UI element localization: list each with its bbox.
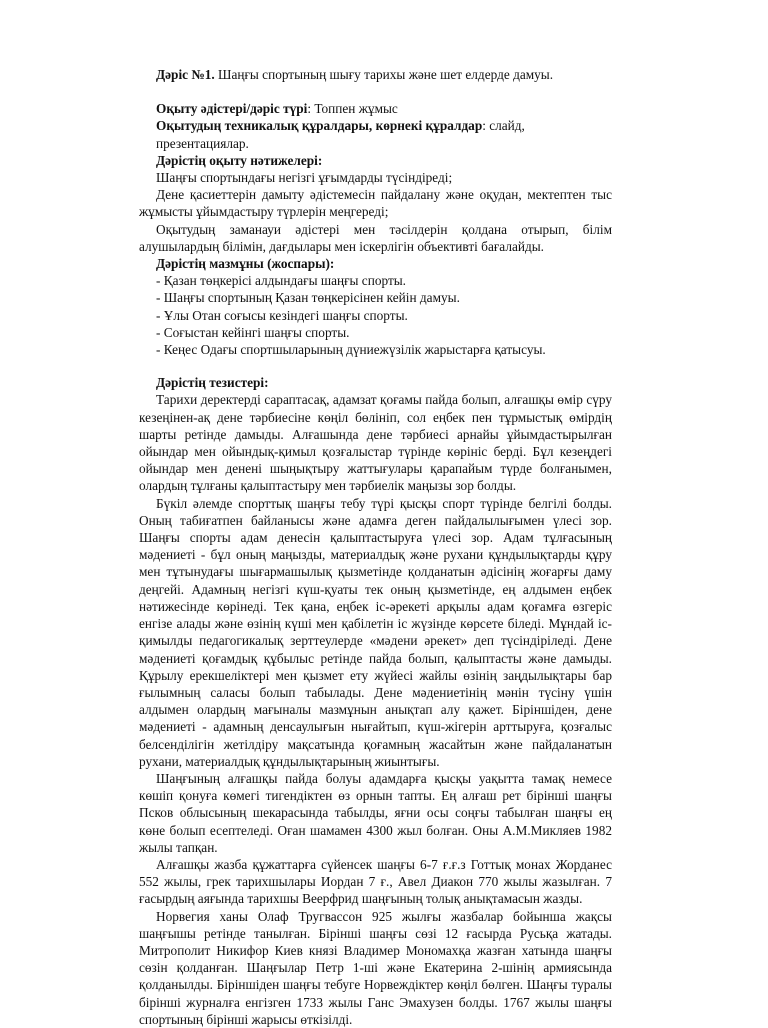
teaching-tools bbox=[156, 117, 612, 151]
content-item: - Қазан төңкерісі алдындағы шаңғы спорты. bbox=[156, 273, 407, 289]
teaching-method-label: Оқыту әдістері/дәріс түрі bbox=[156, 101, 308, 117]
thesis-paragraph: Тарихи деректерді сараптасақ, адамзат қоғамы пайда болып, алғашқы өмір сүру кезеңінен-ақ дене тәрбиесіне көңіл бөлініп, сол еңбек пен тұрмыстық өмірдің шарты ретінде дамыды. Алғашында дене тәрбиесі арнайы ұйымдастырылған ойындар мен ойындық-қимыл қозғалыстар түрінде көрініс берді. Бұл кезеңдегі ойындар мен денені шыңықтыру жаттығулары қарапайым түрде болғанымен, олардың тұлғаны қалыптастыру мен тәрбиелік маңызы зор болды. bbox=[139, 392, 612, 494]
lecture-title bbox=[156, 66, 612, 83]
content-heading: Дәрістің мазмұны (жоспары): bbox=[156, 256, 335, 272]
outcome-item: Шаңғы спортындағы негізгі ұғымдарды түсіндіреді; bbox=[156, 170, 453, 186]
thesis-paragraph: Алғашқы жазба құжаттарға сүйенсек шаңғы 6-7 ғ.ғ.з Готтық монах Жорданес 552 жылы, грек тарихшылары Иордан 7 ғ., Авел Диакон 770 жылы жазылған. 7 ғасырдың аяғында тарихшы Веерфрид шаңғының толық анықтамасын жазды. bbox=[139, 856, 612, 907]
outcomes-heading: Дәрістің оқыту нәтижелері: bbox=[156, 152, 323, 168]
teaching-tools-label: Оқытудың техникалық құралдары, көрнекі құралдар bbox=[156, 118, 483, 134]
content-item: - Кеңес Одағы спортшыларының дүниежүзілік жарыстарға қатысуы. bbox=[156, 342, 546, 358]
thesis-paragraph: Норвегия ханы Олаф Тругвассон 925 жылғы жазбалар бойынша жақсы шаңғышы ретінде танылған. Бірінші шаңғы сөзі 12 ғасырда Русьқа жатады. Митрополит Никифор Киев князі Владимер Мономахқа жазған хатында шаңғы сөзін қолданған. Шаңғылар Петр 1-ші және Екатерина 2-шінің армиясында қолданылды. Біріншіден шаңғы тебуге Норвеждіктер көңіл бөлген. Шаңғы туралы бірінші журналға енгізген 1733 жылы Ганс Эмахузен болды. 1767 жылы шаңғы спортының бірінші жарысы өткізілді. bbox=[139, 908, 612, 1027]
outcome-item: Оқытудың заманауи әдістері мен тәсілдерін қолдана отырып, білім алушылардың білімін, дағдылары мен іскерлігін объективті бағалайды. bbox=[139, 221, 612, 254]
thesis-paragraph: Шаңғының алғашқы пайда болуы адамдарға қысқы уақытта тамақ немесе көшіп қонуға көмегі тигендіктен өз орнын тапты. Ең алғаш рет бірінші шаңғы Псков облысының шекарасында табылды, яғни осы соңғы табылған шаңғы ең көне болып есептеледі. Оған шамамен 4300 жыл болған. Оны А.М.Микляев 1982 жылы тапқан. bbox=[139, 770, 612, 855]
teaching-method bbox=[156, 100, 612, 117]
theses-heading: Дәрістің тезистері: bbox=[156, 375, 269, 391]
document-page bbox=[139, 66, 612, 1028]
teaching-method-value: : Топпен жұмыс bbox=[307, 101, 398, 117]
outcome-item: Дене қасиеттерін дамыту әдістемесін пайдалану және оқудан, мектептен тыс жұмысты ұйымдастыру түрлерін меңгереді; bbox=[139, 187, 612, 220]
content-item: - Ұлы Отан соғысы кезіндегі шаңғы спорты. bbox=[156, 307, 408, 323]
content-item: - Шаңғы спортының Қазан төңкерісінен кейін дамуы. bbox=[156, 290, 460, 306]
lecture-number: Дәріс №1. bbox=[156, 67, 215, 82]
thesis-paragraph: Бүкіл әлемде спорттық шаңғы тебу түрі қысқы спорт түрінде белгілі болды. Оның табиғатпен байланысы және адамға деген пайдалылығымен үлесі зор. Шаңғы спорты адам денесін қалыптастыруға үлесі зор. Адам тұлғасының мәдениеті - бұл оның маңызды, материалдық және рухани құндылықтарды құру мен тұтынудағы шығармашылық қызметінде қолданатын әдісінің жоғарғы даму деңгейі. Адамның негізгі күш-қуаты тек оның қызметінде, ең алдымен еңбек нәтижесінде көрінеді. Тек қана, еңбек іс-әрекеті арқылы адам қоғамға өзгеріс енгізе алады және өзінің күші мен қабілетін іс жүзінде көрсете біледі. Мұндай іс-қимылды педагогикалық зерттеулерде «мәдени әрекет» деп түсіндіріледі. Дене мәдениеті қоғамдық құбылыс ретінде пайда болып, қалыптасты және дамыды. Құрылу ерекшеліктері мен қызмет ету жүйесі жайлы өзінің заңдылықтары бар ғылымның саласы болып табылады. Дене мәдениетінің мәнін түсіну үшін алдымен олардың мағыналы мазмұнын анықтап алу қажет. Біріншіден, дене мәдениеті - адамның денсаулығын нығайтып, күш-жігерін арттыруға, қозғалыс белсенділігін жетілдіру мақсатында қоғамның жасайтын және пайдаланатын рухани, материалдық құндылықтарының жиынтығы. bbox=[139, 495, 612, 769]
content-item: - Соғыстан кейінгі шаңғы спорты. bbox=[156, 324, 350, 340]
lecture-topic: Шаңғы спортының шығу тарихы және шет елдерде дамуы. bbox=[214, 67, 554, 82]
teaching-tools-value: : слайд, презентациялар. bbox=[156, 118, 525, 151]
